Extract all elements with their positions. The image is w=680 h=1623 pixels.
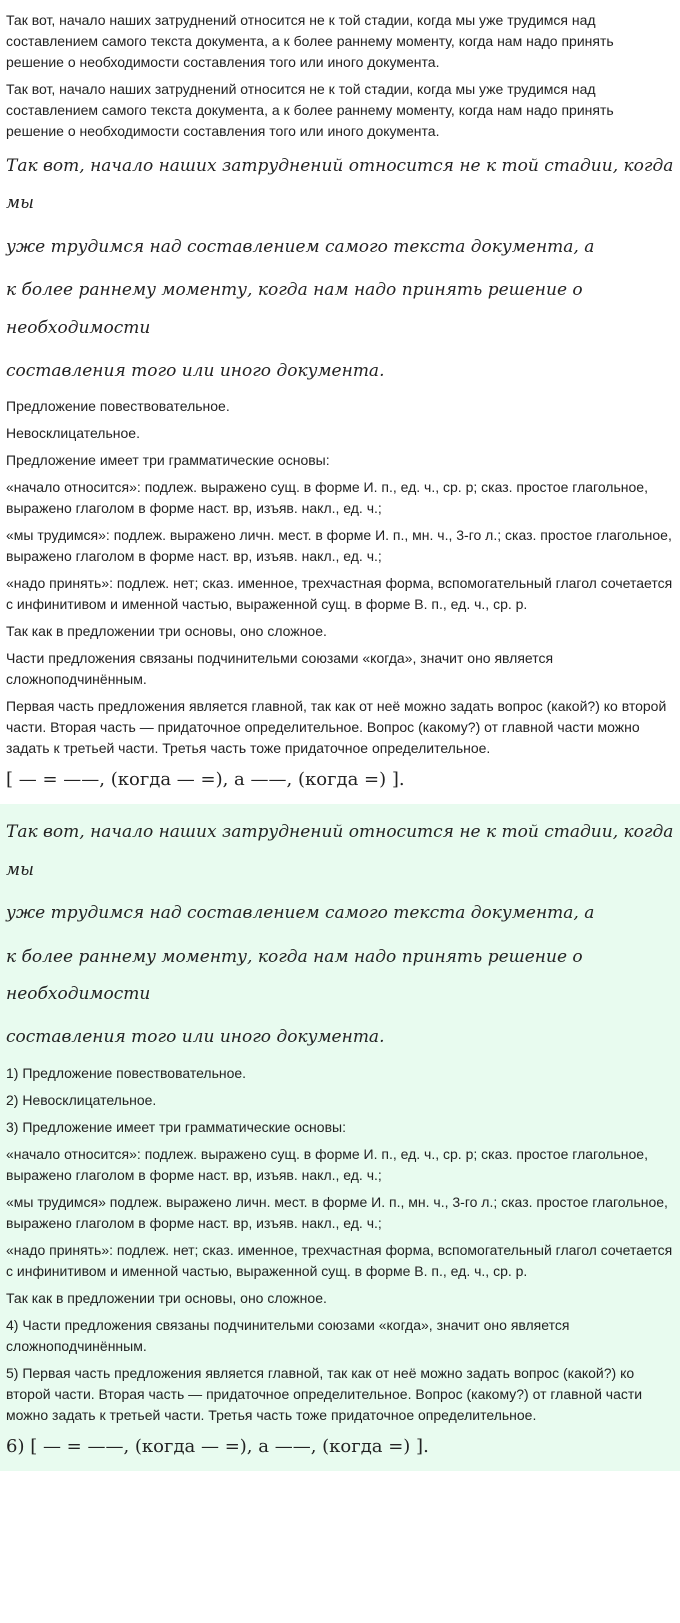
- analysis-line: Предложение повествовательное.: [6, 398, 230, 415]
- answer-line: 4) Части предложения связаны подчинительми союзами «когда», значит оно является сложноподчинённым.: [6, 1316, 570, 1354]
- parsed-line: Так вот, начало наших затруднений относится не к той стадии, когда мы: [6, 156, 674, 214]
- sentence-scheme: 6) [ — = ——, (когда — =), а ——, (когда =) ].: [6, 1435, 429, 1457]
- analysis-line: «мы трудимся»: подлеж. выражено личн. мест. в форме И. п., мн. ч., 3-го л.; сказ. простое глагольное, выражено глаголом в форме наст. вр, изъяв. накл., ед. ч.;: [6, 527, 672, 565]
- answer-line: 2) Невосклицательное.: [6, 1091, 157, 1108]
- analysis-line: «начало относится»: подлеж. выражено сущ. в форме И. п., ед. ч., ср. р; сказ. простое глагольное, выражено глаголом в форме наст. вр, изъяв. накл., ед. ч.;: [6, 479, 648, 517]
- analysis-line: Части предложения связаны подчинительми союзами «когда», значит оно является сложноподчинённым.: [6, 650, 554, 688]
- answer-line: 5) Первая часть предложения является главной, так как от неё можно задать вопрос (какой?) ко второй части. Вторая часть — придаточное определительное. Вопрос (какому?) от главной части можно задать к третьей части. Третья часть тоже придаточное определительное.: [6, 1364, 643, 1423]
- analysis-line: Невосклицательное.: [6, 425, 140, 442]
- analysis-line: Первая часть предложения является главной, так как от неё можно задать вопрос (какой?) ко второй части. Вторая часть — придаточное определительное. Вопрос (какому?) от главной части можно задать к третьей части. Третья часть тоже придаточное определительное.: [6, 698, 667, 757]
- parsed-line: Так вот, начало наших затруднений относится не к той стадии, когда мы: [6, 822, 674, 880]
- parsed-line: составления того или иного документа.: [6, 360, 385, 381]
- analysis-line: Предложение имеет три грамматические основы:: [6, 452, 330, 469]
- parsed-line: к более раннему моменту, когда нам надо принять решение о необходимости: [6, 946, 583, 1004]
- answer-line: Так как в предложении три основы, оно сложное.: [6, 1289, 327, 1306]
- sentence-scheme: [ — = ——, (когда — =), а ——, (когда =) ].: [6, 769, 405, 791]
- answer-line: «надо принять»: подлеж. нет; сказ. именное, трехчастная форма, вспомогательный глагол сочетается с инфинитивом и именной частью, выраженной сущ. в форме В. п., ед. ч., ср. р.: [6, 1241, 673, 1279]
- parsed-line: к более раннему моменту, когда нам надо принять решение о необходимости: [6, 280, 583, 338]
- answer-line: «мы трудимся» подлеж. выражено личн. мест. в форме И. п., мн. ч., 3-го л.; сказ. простое глагольное, выражено глаголом в форме наст. вр, изъяв. накл., ед. ч.;: [6, 1193, 668, 1231]
- answer-line: «начало относится»: подлеж. выражено сущ. в форме И. п., ед. ч., ср. р; сказ. простое глагольное, выражено глаголом в форме наст. вр, изъяв. накл., ед. ч.;: [6, 1145, 648, 1183]
- parsed-line: уже трудимся над составлением самого текста документа, а: [6, 236, 595, 257]
- answer-line: 3) Предложение имеет три грамматические основы:: [6, 1118, 346, 1135]
- paragraph: Так вот, начало наших затруднений относится не к той стадии, когда мы уже трудимся над составлением самого текста документа, а к более раннему моменту, когда нам надо принять решение о необходимости составления того или иного документа.: [6, 12, 614, 70]
- analysis-line: «надо принять»: подлеж. нет; сказ. именное, трехчастная форма, вспомогательный глагол сочетается с инфинитивом и именной частью, выраженной сущ. в форме В. п., ед. ч., ср. р.: [6, 575, 673, 613]
- parsed-line: уже трудимся над составлением самого текста документа, а: [6, 903, 595, 924]
- top-section: [0, 0, 680, 804]
- parsed-line: составления того или иного документа.: [6, 1027, 385, 1048]
- answer-section: [0, 804, 680, 1470]
- paragraph: Так вот, начало наших затруднений относится не к той стадии, когда мы уже трудимся над составлением самого текста документа, а к более раннему моменту, когда нам надо принять решение о необходимости составления того или иного документа.: [6, 81, 614, 139]
- analysis-line: Так как в предложении три основы, оно сложное.: [6, 623, 327, 640]
- answer-line: 1) Предложение повествовательное.: [6, 1064, 247, 1081]
